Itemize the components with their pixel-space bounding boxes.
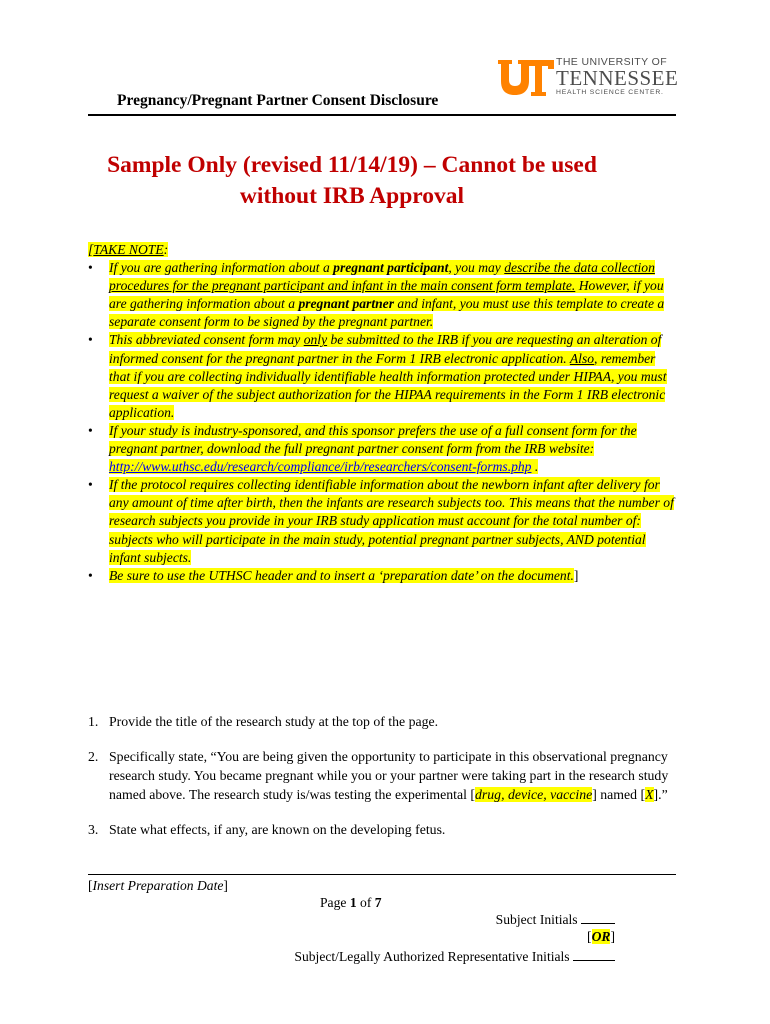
note-bullet-item xyxy=(88,476,678,566)
or-line xyxy=(294,928,615,945)
note-text: This abbreviated consent form may xyxy=(109,332,304,348)
note-text: If you are gathering information about a xyxy=(109,260,334,276)
preparation-date xyxy=(88,878,228,894)
bullet-icon: • xyxy=(88,422,93,438)
logo-text xyxy=(556,56,679,97)
note-underlined-text: Also xyxy=(569,350,595,366)
note-underlined-text: describe the data collection procedures for the pregnant participant and infant in the main consent form template. xyxy=(109,260,655,294)
note-emphasis: pregnant partner xyxy=(298,296,394,312)
or-label: OR xyxy=(591,929,611,944)
note-bullet-item xyxy=(88,331,678,421)
subject-initials-field[interactable] xyxy=(581,911,615,924)
take-note-colon: : xyxy=(163,242,169,257)
take-note-list xyxy=(88,259,678,585)
note-underlined-text: only xyxy=(303,332,328,348)
ut-logo-icon xyxy=(498,60,556,96)
note-text: be submitted to the IRB if you are requesting an alteration of informed consent for the pregnant partner in the Form 1 IRB electronic application. xyxy=(109,332,662,366)
page-number xyxy=(320,895,382,911)
placeholder-drug-device-vaccine: drug, device, vaccine xyxy=(475,787,593,802)
note-text: If the protocol requires collecting identifiable information about the newborn infant after delivery for any amount of time after birth, then the infants are research subjects too. This means that the number of research subjects you provide in your IRB study application must account for the total number of: subjects who will participate in the main study, potential pregnant partner subjects, AND potential infant subjects. xyxy=(109,477,674,565)
lar-initials-field[interactable] xyxy=(573,948,615,961)
bullet-icon: • xyxy=(88,567,93,583)
note-text: , remember that if you are collecting individually identifiable health information protected under HIPAA, you must request a waiver of the subject authorization for the HIPAA requirements in the Form 1 IRB electronic application. xyxy=(109,350,667,420)
instruction-text: ].” xyxy=(653,787,668,802)
prep-date-placeholder: Insert Preparation Date xyxy=(92,878,224,893)
or-open-bracket: [ xyxy=(587,929,592,944)
bullet-icon: • xyxy=(88,260,93,276)
take-note-close-bracket: ] xyxy=(573,567,579,583)
document-title xyxy=(88,150,616,212)
take-note-heading xyxy=(88,241,678,259)
prep-open-bracket: [ xyxy=(88,878,93,893)
document-title-line-2: without IRB Approval xyxy=(239,183,465,209)
logo-line-university: THE UNIVERSITY OF xyxy=(556,56,668,68)
instruction-item xyxy=(88,820,678,839)
take-note-block xyxy=(88,241,678,585)
instruction-text: Provide the title of the research study at the top of the page. xyxy=(109,714,439,729)
logo-line-hsc: HEALTH SCIENCE CENTER. xyxy=(556,89,664,96)
take-note-open-bracket: [ xyxy=(88,242,94,257)
lar-initials-label: Subject/Legally Authorized Representative Initials xyxy=(294,949,573,964)
document-title-line-1: Sample Only (revised 11/14/19) – Cannot be used xyxy=(107,152,597,178)
instruction-number: 3. xyxy=(88,822,99,837)
page-total: 7 xyxy=(374,895,382,910)
note-text: Be sure to use the UTHSC header and to insert a ‘preparation date’ on the document. xyxy=(109,567,574,583)
note-bullet-item xyxy=(88,567,678,585)
note-text: , you may xyxy=(448,260,505,276)
logo-line-tennessee: TENNESSEE xyxy=(556,66,679,90)
initials-block xyxy=(294,911,615,965)
instruction-item xyxy=(88,712,678,731)
lar-initials-line xyxy=(294,948,615,965)
instruction-number: 1. xyxy=(88,714,99,729)
note-bullet-item xyxy=(88,259,678,331)
note-emphasis: pregnant participant xyxy=(333,260,449,276)
page-word: Page xyxy=(320,895,350,910)
instruction-text: ] named [ xyxy=(592,787,646,802)
header-divider xyxy=(88,114,676,116)
instruction-item xyxy=(88,747,678,804)
bullet-icon: • xyxy=(88,332,93,348)
bullet-icon: • xyxy=(88,477,93,493)
page-header-title: Pregnancy/Pregnant Partner Consent Disclosure xyxy=(117,92,439,109)
consent-forms-link[interactable]: http://www.uthsc.edu/research/compliance/irb/researchers/consent-forms.php xyxy=(109,459,532,475)
instructions-list xyxy=(88,712,678,855)
page-of: of xyxy=(356,895,375,910)
subject-initials-line xyxy=(294,911,615,928)
or-close-bracket: ] xyxy=(610,929,615,944)
placeholder-x: X xyxy=(645,787,654,802)
instruction-text: Specifically state, “You are being given the opportunity to participate in this observational pregnancy research study. You became pregnant while you or your partner were taking part in the research study named above. The research study is/was testing the experimental [ xyxy=(109,749,669,802)
note-text: . xyxy=(531,459,539,475)
uthsc-logo xyxy=(498,56,678,98)
prep-close-bracket: ] xyxy=(223,878,228,893)
note-bullet-item xyxy=(88,422,678,476)
note-text: If your study is industry-sponsored, and this sponsor prefers the use of a full consent form for the pregnant partner, download the full pregnant partner consent form from the IRB website: xyxy=(109,422,637,457)
instruction-number: 2. xyxy=(88,749,99,764)
instruction-text: State what effects, if any, are known on the developing fetus. xyxy=(109,822,446,837)
page-current: 1 xyxy=(349,895,357,910)
note-text: However, if you are gathering information about a xyxy=(109,278,664,312)
footer-divider xyxy=(88,874,676,875)
subject-initials-label: Subject Initials xyxy=(495,912,581,927)
take-note-label: TAKE NOTE xyxy=(93,242,164,257)
note-text: and infant, you must use this template to create a separate consent form to be signed by the pregnant partner. xyxy=(109,296,665,330)
